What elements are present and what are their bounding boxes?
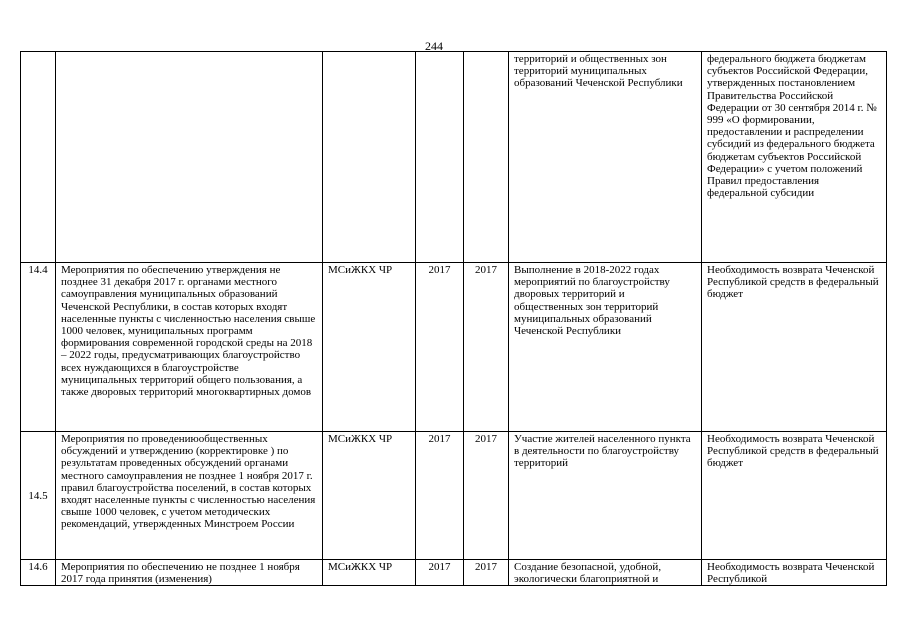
result-cell: Создание безопасной, удобной, экологически благоприятной и bbox=[509, 560, 702, 586]
end-year-cell: 2017 bbox=[464, 263, 509, 432]
measures-table bbox=[20, 51, 887, 586]
consequence-cell: федерального бюджета бюджетам субъектов Российской Федерации, утвержденных постановлением Правительства Российской Федерации от 30 сентября 2014 г. № 999 «О формировании, предоставлении и распределении субсидий из федерального бюджета бюджетам субъектов Российской Федерации» с учетом положений Правил предоставления федеральной субсидии bbox=[702, 52, 887, 263]
end-year-cell: 2017 bbox=[464, 432, 509, 560]
event-cell: Мероприятия по обеспечению не позднее 1 ноября 2017 года принятия (изменения) bbox=[56, 560, 323, 586]
start-year-cell: 2017 bbox=[416, 263, 464, 432]
row-number-cell: 14.5 bbox=[21, 432, 56, 560]
table-row bbox=[21, 52, 887, 263]
end-year-cell bbox=[464, 52, 509, 263]
event-cell: Мероприятия по обеспечению утверждения не позднее 31 декабря 2017 г. органами местного самоуправления муниципальных образований Чеченской Республики, в состав которых входят населенные пункты с численностью населения свыше 1000 человек, муниципальных программ формирования современной городской среды на 2018 – 2022 годы, предусматривающих благоустройство всех нуждающихся в благоустройстве муниципальных территорий общего пользования, а также дворовых территорий многоквартирных домов bbox=[56, 263, 323, 432]
row-number-cell bbox=[21, 52, 56, 263]
table-row bbox=[21, 560, 887, 586]
start-year-cell bbox=[416, 52, 464, 263]
consequence-cell: Необходимость возврата Чеченской Республикой средств в федеральный бюджет bbox=[702, 263, 887, 432]
start-year-cell: 2017 bbox=[416, 432, 464, 560]
result-cell: территорий и общественных зон территорий муниципальных образований Чеченской Республики bbox=[509, 52, 702, 263]
executor-cell: МСиЖКХ ЧР bbox=[323, 560, 416, 586]
page-number: 244 bbox=[425, 39, 443, 53]
consequence-cell: Необходимость возврата Чеченской Республикой средств в федеральный бюджет bbox=[702, 432, 887, 560]
executor-cell bbox=[323, 52, 416, 263]
table-row bbox=[21, 432, 887, 560]
row-number-cell: 14.4 bbox=[21, 263, 56, 432]
table-row bbox=[21, 263, 887, 432]
result-cell: Участие жителей населенного пункта в деятельности по благоустройству территорий bbox=[509, 432, 702, 560]
end-year-cell: 2017 bbox=[464, 560, 509, 586]
result-cell: Выполнение в 2018-2022 годах мероприятий по благоустройству дворовых территорий и общественных зон территорий муниципальных образований Чеченской Республики bbox=[509, 263, 702, 432]
row-number-cell: 14.6 bbox=[21, 560, 56, 586]
executor-cell: МСиЖКХ ЧР bbox=[323, 432, 416, 560]
consequence-cell: Необходимость возврата Чеченской Республикой bbox=[702, 560, 887, 586]
start-year-cell: 2017 bbox=[416, 560, 464, 586]
executor-cell: МСиЖКХ ЧР bbox=[323, 263, 416, 432]
event-cell: Мероприятия по проведениюобщественных обсуждений и утверждению (корректировке ) по результатам проведенных обсуждений органами местного самоуправления не позднее 1 ноября 2017 г. правил благоустройства поселений, в состав которых входят населенные пункты с численностью населения свыше 1000 человек, с учетом методических рекомендаций, утвержденных Минстроем России bbox=[56, 432, 323, 560]
event-cell bbox=[56, 52, 323, 263]
